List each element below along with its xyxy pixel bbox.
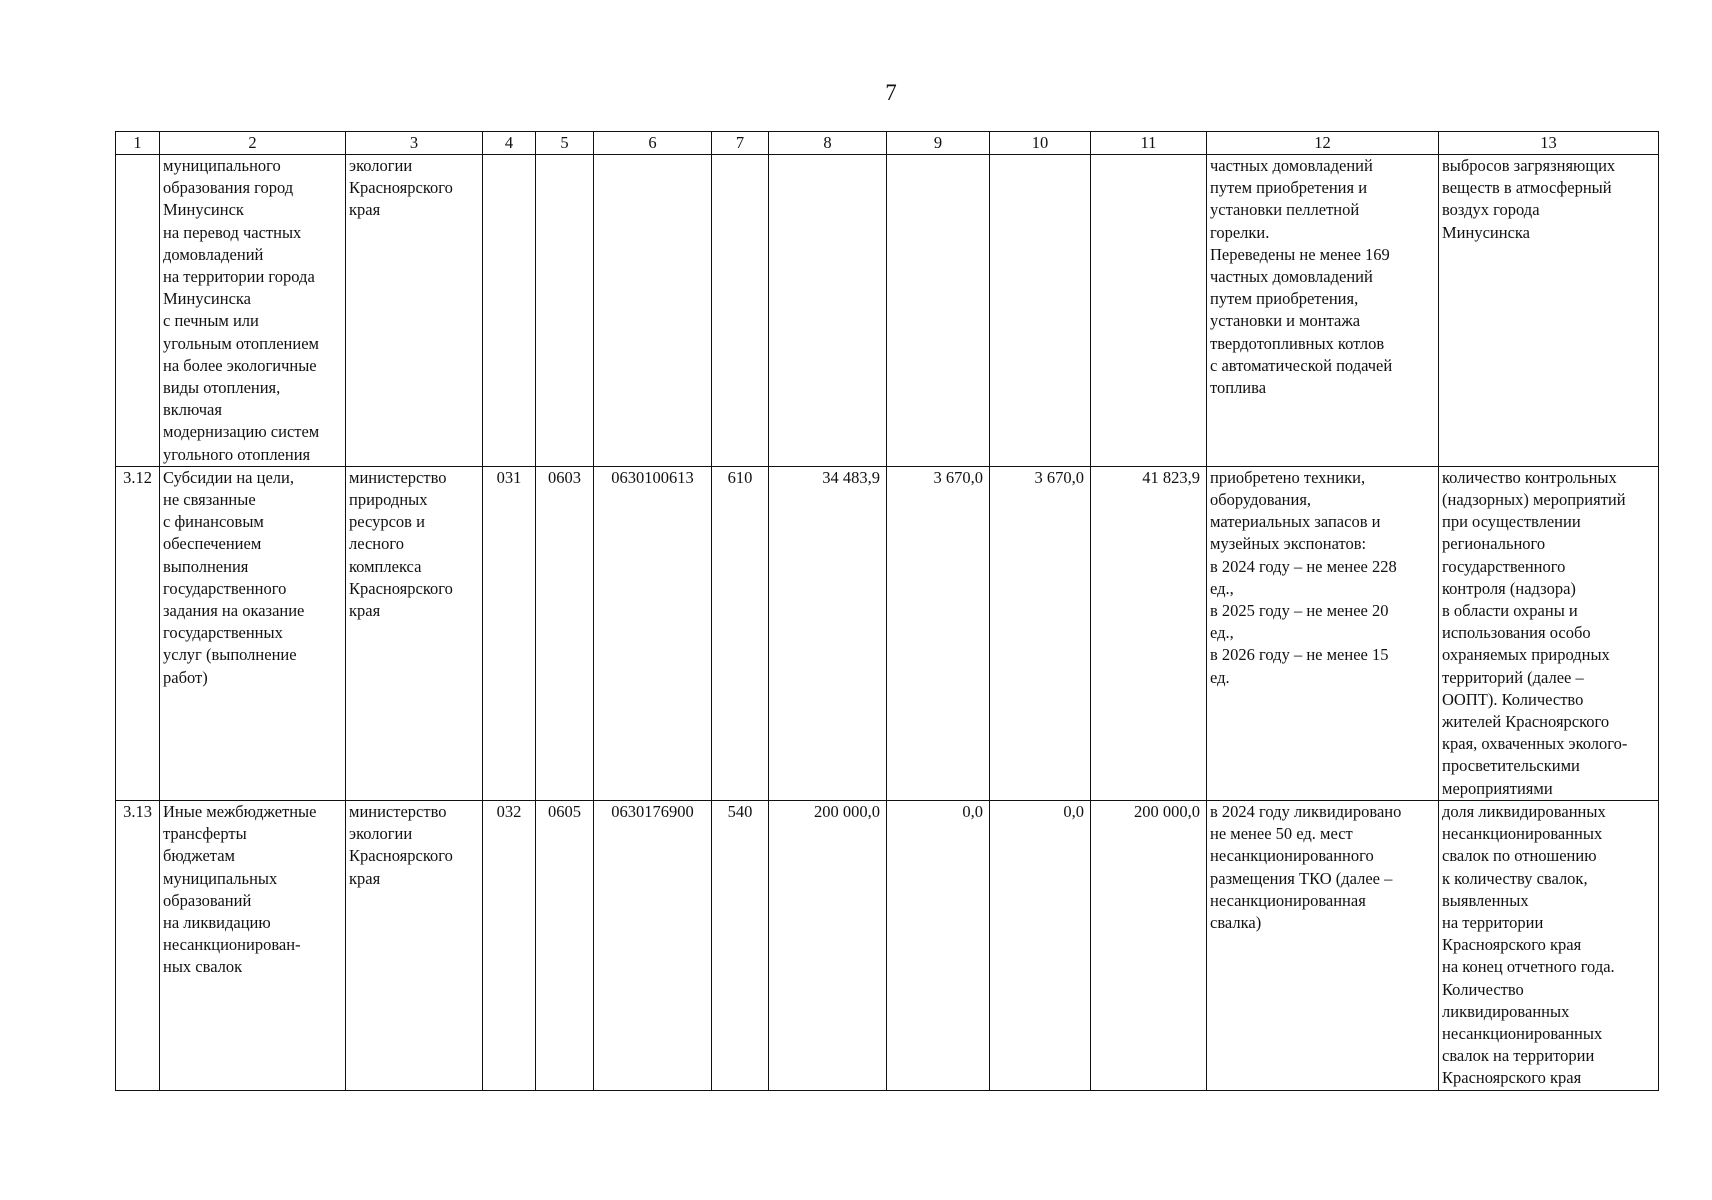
amount-total: 200 000,0 <box>1091 800 1207 1090</box>
column-number-header: 11 <box>1091 132 1207 155</box>
budget-code-rzpr: 0605 <box>536 800 594 1090</box>
row-number: 3.13 <box>116 800 160 1090</box>
column-number-header: 5 <box>536 132 594 155</box>
column-number-header: 13 <box>1439 132 1659 155</box>
amount-total: 41 823,9 <box>1091 466 1207 800</box>
amount-2026 <box>990 155 1091 467</box>
indicator: количество контрольных (надзорных) мероприятий при осуществлении регионального государственного контроля (надзора) в области охраны и использования особо охраняемых природных территорий (далее – ООПТ). Количество жителей Красноярского края, охваченных эколого- просветительскими мероприятиями <box>1439 466 1659 800</box>
expected-result: частных домовладений путем приобретения и установки пеллетной горелки. Переведены не менее 169 частных домовладений путем приобретения, установки и монтажа твердотопливных котлов с автоматической подачей топлива <box>1207 155 1439 467</box>
column-number-header: 8 <box>769 132 887 155</box>
budget-code-rzpr <box>536 155 594 467</box>
budget-code-csr: 0630176900 <box>594 800 712 1090</box>
row-number <box>116 155 160 467</box>
responsible-executor: министерство природных ресурсов и лесного комплекса Красноярского края <box>346 466 483 800</box>
amount-2026: 0,0 <box>990 800 1091 1090</box>
amount-2025: 3 670,0 <box>887 466 990 800</box>
column-number-header: 6 <box>594 132 712 155</box>
table-row <box>116 466 1659 800</box>
column-number-header: 3 <box>346 132 483 155</box>
column-number-header: 4 <box>483 132 536 155</box>
column-number-header: 2 <box>160 132 346 155</box>
budget-code-vr <box>712 155 769 467</box>
budget-code-csr <box>594 155 712 467</box>
amount-2024 <box>769 155 887 467</box>
budget-code-grbs <box>483 155 536 467</box>
amount-2024: 34 483,9 <box>769 466 887 800</box>
table-row <box>116 155 1659 467</box>
amount-2025: 0,0 <box>887 800 990 1090</box>
responsible-executor: министерство экологии Красноярского края <box>346 800 483 1090</box>
measure-name: Субсидии на цели, не связанные с финансовым обеспечением выполнения государственного задания на оказание государственных услуг (выполнение работ) <box>160 466 346 800</box>
expected-result: приобретено техники, оборудования, материальных запасов и музейных экспонатов: в 2024 году – не менее 228 ед., в 2025 году – не менее 20 ед., в 2026 году – не менее 15 ед. <box>1207 466 1439 800</box>
row-number: 3.12 <box>116 466 160 800</box>
amount-2026: 3 670,0 <box>990 466 1091 800</box>
table-row <box>116 800 1659 1090</box>
measure-name: муниципального образования город Минусинск на перевод частных домовладений на территории города Минусинска с печным или угольным отоплением на более экологичные виды отопления, включая модернизацию систем угольного отопления <box>160 155 346 467</box>
program-table <box>115 131 1659 1091</box>
column-number-header: 7 <box>712 132 769 155</box>
indicator: выбросов загрязняющих веществ в атмосферный воздух города Минусинска <box>1439 155 1659 467</box>
amount-total <box>1091 155 1207 467</box>
indicator: доля ликвидированных несанкционированных свалок по отношению к количеству свалок, выявленных на территории Красноярского края на конец отчетного года. Количество ликвидированных несанкционированных свалок на территории Красноярского края <box>1439 800 1659 1090</box>
amount-2025 <box>887 155 990 467</box>
column-number-header: 10 <box>990 132 1091 155</box>
budget-code-grbs: 032 <box>483 800 536 1090</box>
measure-name: Иные межбюджетные трансферты бюджетам муниципальных образований на ликвидацию несанкционирован- ных свалок <box>160 800 346 1090</box>
column-number-row <box>116 132 1659 155</box>
budget-code-grbs: 031 <box>483 466 536 800</box>
column-number-header: 12 <box>1207 132 1439 155</box>
budget-code-vr: 610 <box>712 466 769 800</box>
expected-result: в 2024 году ликвидировано не менее 50 ед. мест несанкционированного размещения ТКО (далее – несанкционированная свалка) <box>1207 800 1439 1090</box>
column-number-header: 1 <box>116 132 160 155</box>
column-number-header: 9 <box>887 132 990 155</box>
page-number: 7 <box>885 80 897 105</box>
budget-code-csr: 0630100613 <box>594 466 712 800</box>
responsible-executor: экологии Красноярского края <box>346 155 483 467</box>
budget-code-vr: 540 <box>712 800 769 1090</box>
amount-2024: 200 000,0 <box>769 800 887 1090</box>
budget-code-rzpr: 0603 <box>536 466 594 800</box>
